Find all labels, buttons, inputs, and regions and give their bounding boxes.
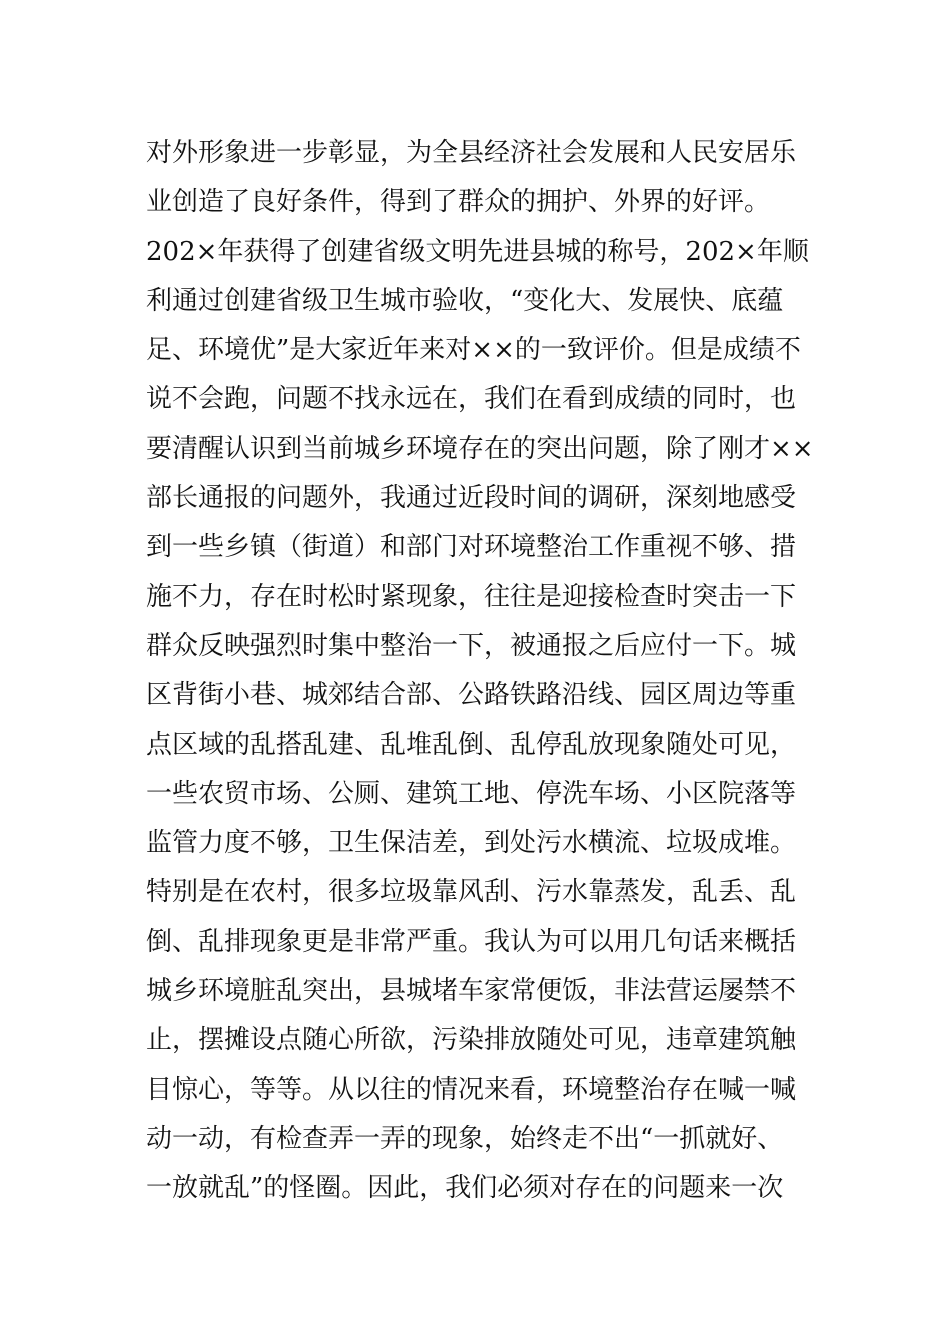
text-line-11: 群众反映强烈时集中整治一下，被通报之后应付一下。城 <box>146 630 797 661</box>
body-paragraph <box>146 129 816 1214</box>
text-line-1: 对外形象进一步彰显，为全县经济社会发展和人民安居乐 <box>146 138 797 168</box>
text-line-21: 动一动，有检查弄一弄的现象，始终走不出“一抓就好、 <box>146 1123 784 1154</box>
text-line-12: 区背街小巷、城郊结合部、公路铁路沿线、园区周边等重 <box>146 680 797 711</box>
text-line-19: 止，摆摊设点随心所欲，污染排放随处可见，违章建筑触 <box>146 1025 797 1056</box>
text-line-7: 要清醒认识到当前城乡环境存在的突出问题，除了刚才×× <box>146 433 814 464</box>
text-line-17: 倒、乱排现象更是非常严重。我认为可以用几句话来概括 <box>146 926 797 957</box>
text-line-15: 监管力度不够，卫生保洁差，到处污水横流、垃圾成堆。 <box>146 828 797 859</box>
text-line-18: 城乡环境脏乱突出，县城堵车家常便饭，非法营运屡禁不 <box>146 976 797 1007</box>
text-line-9: 到一些乡镇（街道）和部门对环境整治工作重视不够、措 <box>146 532 797 563</box>
text-line-16: 特别是在农村，很多垃圾靠风刮、污水靠蒸发，乱丢、乱 <box>146 877 797 908</box>
text-line-10: 施不力，存在时松时紧现象，往往是迎接检查时突击一下 <box>146 581 797 612</box>
text-line-13: 点区域的乱搭乱建、乱堆乱倒、乱停乱放现象随处可见， <box>146 729 797 760</box>
text-line-5: 足、环境优”是大家近年来对××的一致评价。但是成绩不 <box>146 335 801 366</box>
text-line-14: 一些农贸市场、公厕、建筑工地、停洗车场、小区院落等 <box>146 778 797 809</box>
text-line-3: 202×年获得了创建省级文明先进县城的称号，202×年顺 <box>146 236 809 267</box>
text-line-22: 一放就乱”的怪圈。因此，我们必须对存在的问题来一次 <box>146 1173 784 1204</box>
text-line-4: 利通过创建省级卫生城市验收，“变化大、发展快、底蕴 <box>146 285 784 316</box>
text-line-20: 目惊心，等等。从以往的情况来看，环境整治存在喊一喊 <box>146 1074 797 1105</box>
text-line-6: 说不会跑，问题不找永远在，我们在看到成绩的同时，也 <box>146 384 797 415</box>
text-line-8: 部长通报的问题外，我通过近段时间的调研，深刻地感受 <box>146 483 797 514</box>
text-line-2: 业创造了良好条件，得到了群众的拥护、外界的好评。 <box>146 187 771 218</box>
